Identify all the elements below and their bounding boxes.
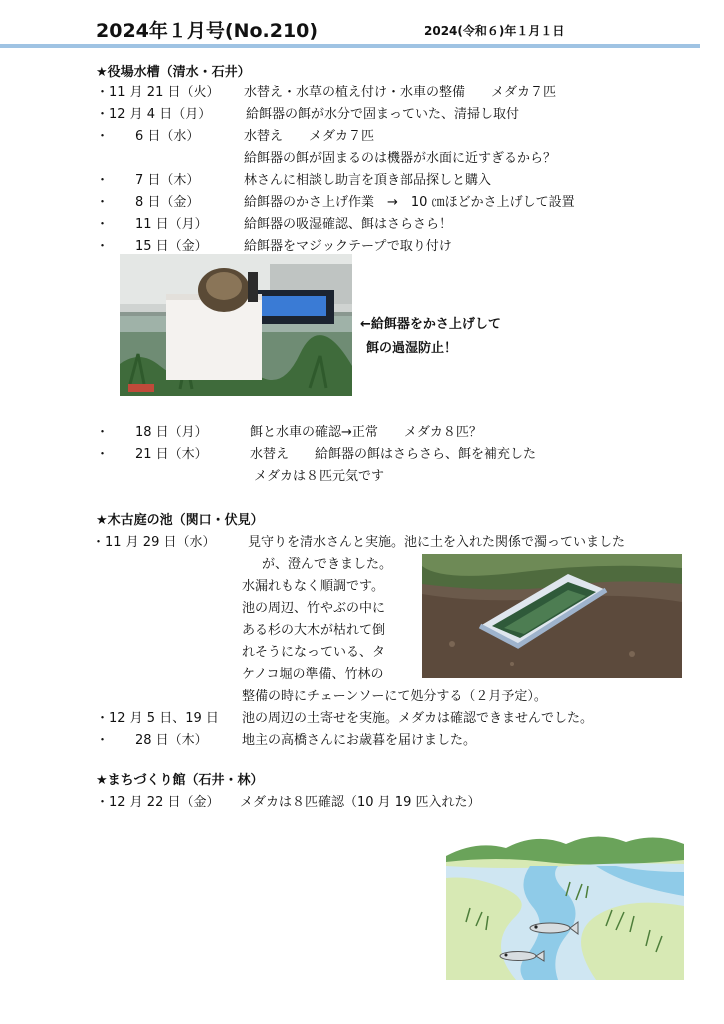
log-text: れそうになっている、タ [242,645,386,660]
log-date: ・ 7 日（木） [96,173,200,188]
log-text: 見守りを清水さんと実施。池に土を入れた関係で濁っていました [248,535,626,550]
section-heading-community-hall: ★まちづくり館（石井・林） [96,773,264,788]
log-text: 林さんに相談し助言を頂き部品探しと購入 [244,173,492,188]
header-divider [0,44,700,48]
log-date: ・ 11 日（月） [96,217,208,232]
issue-date: 2024(令和６)年１月１日 [424,24,565,38]
log-text: 水漏れもなく順調です。 [242,579,384,594]
log-text: 給餌器の餌が水分で固まっていた、清掃し取付 [246,107,520,122]
log-date: ・11 月 29 日（水） [92,535,216,550]
log-text: が、澄んできました。 [262,557,393,572]
log-text: 地主の高橋さんにお歳暮を届けました。 [242,733,477,748]
log-text: 池の周辺、竹やぶの中に [242,601,386,616]
log-text: ケノコ堀の準備、竹林の [242,667,384,682]
log-date: ・ 28 日（木） [96,733,208,748]
log-text: メダカは８匹元気です [254,469,385,484]
log-text: 餌と水車の確認→正常 メダカ８匹？ [250,425,482,440]
log-text: 給餌器をマジックテープで取り付け [244,239,452,254]
log-date: ・12 月 5 日、19 日 [96,711,219,726]
page-title: 2024年１月号(No.210) [96,20,319,42]
log-date: ・12 月 4 日（月） [96,107,212,122]
stream-medaka-illustration [446,826,684,980]
log-text: ある杉の大木が枯れて倒 [242,623,386,638]
section-heading-kokoba-pond: ★木古庭の池（関口・伏見） [96,513,264,528]
log-date: ・ 21 日（木） [96,447,208,462]
log-text: 給餌器の餌が固まるのは機器が水面に近すぎるから？ [244,151,557,166]
log-text: 水替え・水草の植え付け・水車の整備 メダカ７匹 [244,85,557,100]
section-heading-town-hall-tank: ★役場水槽（清水・石井） [96,65,251,80]
photo-caption: ←給餌器をかさ上げして [360,317,501,332]
log-text: 整備の時にチェーンソーにて処分する（２月予定）。 [242,689,547,704]
pond-photo [422,554,682,678]
log-text: 水替え メダカ７匹 [244,129,375,144]
log-date: ・12 月 22 日（金） [96,795,220,810]
log-date: ・ 8 日（金） [96,195,200,210]
log-date: ・ 6 日（水） [96,129,200,144]
log-text: 池の周辺の土寄せを実施。メダカは確認できませんでした。 [242,711,594,726]
log-date: ・ 15 日（金） [96,239,208,254]
log-date: ・ 18 日（月） [96,425,208,440]
feeder-photo [120,254,352,396]
log-text: 給餌器の吸湿確認、餌はさらさら！ [244,217,453,232]
log-date: ・11 月 21 日（火） [96,85,220,100]
log-text: メダカは８匹確認（10 月 19 匹入れた） [240,795,481,810]
log-text: 給餌器のかさ上げ作業 → 10 ㎝ほどかさ上げして設置 [244,195,575,210]
log-text: 水替え 給餌器の餌はさらさら、餌を補充した [250,447,537,462]
photo-caption: 餌の過湿防止！ [366,341,458,356]
